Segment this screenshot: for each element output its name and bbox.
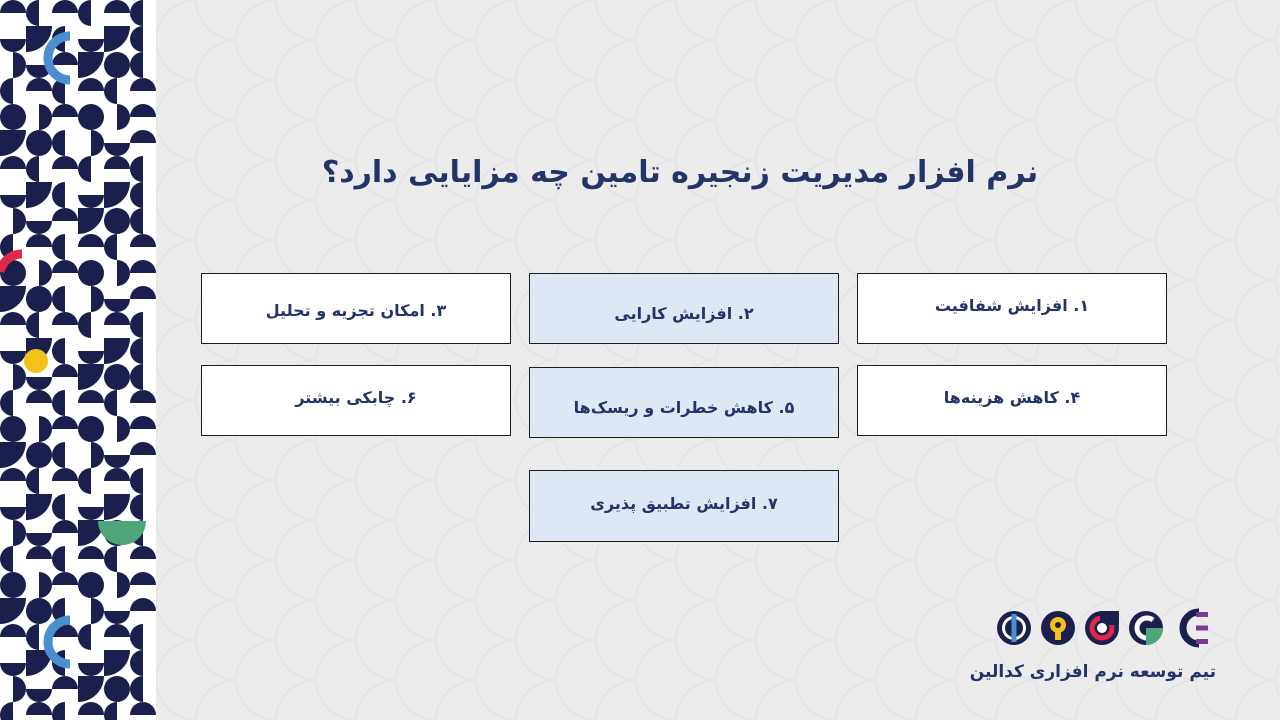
pattern-shape xyxy=(91,442,104,468)
pattern-shape xyxy=(78,260,104,286)
pattern-shape xyxy=(104,338,130,364)
pattern-shape xyxy=(0,39,26,52)
benefit-label-2: ۲. افزایش کارایی xyxy=(614,304,754,323)
pattern-shape xyxy=(0,390,13,416)
pattern-shape xyxy=(52,572,78,585)
benefit-box-1 xyxy=(857,273,1167,344)
pattern-shape xyxy=(130,598,156,611)
sidebar-pattern xyxy=(0,0,156,720)
pattern-shape xyxy=(78,507,104,520)
pattern-shape xyxy=(52,260,78,273)
pattern-shape xyxy=(104,390,117,416)
pattern-shape xyxy=(26,598,52,624)
pattern-shape xyxy=(130,494,143,520)
pattern-shape xyxy=(26,689,52,702)
pattern-shape xyxy=(0,572,26,598)
pattern-shape xyxy=(104,624,130,637)
pattern-shape xyxy=(78,0,91,26)
pattern-shape xyxy=(0,78,13,104)
pattern-shape xyxy=(26,0,39,26)
pattern-shape xyxy=(0,546,13,572)
pattern-shape xyxy=(104,702,117,720)
benefit-box-6 xyxy=(201,365,511,436)
pattern-shape xyxy=(117,104,130,130)
pattern-shape xyxy=(130,156,143,182)
pattern-shape xyxy=(13,520,26,546)
pattern-shape xyxy=(78,39,104,52)
pattern-shape xyxy=(104,52,130,78)
pattern-shape xyxy=(130,182,143,208)
pattern-shape xyxy=(130,650,143,676)
pattern-shape xyxy=(52,390,65,416)
pattern-shape xyxy=(26,182,52,208)
pattern-shape xyxy=(104,234,117,260)
pattern-shape xyxy=(0,130,26,156)
pattern-shape xyxy=(78,624,91,650)
benefit-label-5: ۵. کاهش خطرات و ریسک‌ها xyxy=(573,398,795,417)
pattern-shape xyxy=(91,598,104,624)
pattern-shape xyxy=(0,286,26,312)
pattern-shape xyxy=(52,364,78,377)
logo-e-icon xyxy=(1183,612,1208,644)
pattern-shape xyxy=(39,260,52,286)
pattern-shape xyxy=(26,234,52,247)
pattern-shape xyxy=(52,234,65,260)
pattern-shape xyxy=(26,702,52,715)
pattern-shape xyxy=(52,702,65,720)
benefit-box-5 xyxy=(529,367,839,438)
pattern-shape xyxy=(130,546,156,559)
pattern-shape xyxy=(52,676,78,689)
pattern-shape xyxy=(52,520,78,533)
benefit-label-4: ۴. کاهش هزینه‌ها xyxy=(943,388,1081,407)
pattern-shape xyxy=(26,624,39,650)
pattern-shape xyxy=(13,364,26,390)
pattern-shape xyxy=(0,351,26,364)
pattern-shape xyxy=(104,364,130,390)
pattern-shape xyxy=(130,130,156,143)
pattern-shape xyxy=(52,156,78,169)
pattern-shape xyxy=(104,455,130,468)
pattern-shape xyxy=(130,702,156,715)
pattern-shape xyxy=(0,156,26,169)
pattern-shape xyxy=(13,208,26,234)
benefit-label-1: ۱. افزایش شفافیت xyxy=(934,296,1090,315)
company-tagline: تیم توسعه نرم افزاری کدالین xyxy=(969,662,1216,682)
pattern-shape xyxy=(0,624,26,637)
benefit-box-2 xyxy=(529,273,839,344)
pattern-shape xyxy=(117,572,130,598)
pattern-shape xyxy=(104,143,130,156)
pattern-shape xyxy=(0,507,26,520)
pattern-shape xyxy=(78,208,104,234)
company-logo xyxy=(996,608,1212,648)
pattern-shape xyxy=(91,130,104,156)
pattern-shape xyxy=(52,338,65,364)
pattern-shape xyxy=(130,0,143,26)
pattern-shape xyxy=(117,260,130,286)
pattern-shape xyxy=(78,195,104,208)
pattern-shape xyxy=(52,546,65,572)
pattern-shape xyxy=(52,494,65,520)
pattern-shape xyxy=(52,104,78,117)
benefit-box-3 xyxy=(201,273,511,344)
pattern-shape xyxy=(130,260,156,273)
pattern-shape xyxy=(104,26,130,52)
pattern-shape xyxy=(130,104,156,117)
pattern-shape xyxy=(78,676,104,702)
pattern-shape xyxy=(52,130,65,156)
pattern-shape xyxy=(130,78,156,91)
pattern-shape xyxy=(130,52,143,78)
pattern-shape xyxy=(52,468,78,481)
pattern-shape xyxy=(52,286,65,312)
pattern-shape xyxy=(39,572,52,598)
pattern-shape xyxy=(26,494,52,520)
pattern-shape xyxy=(78,546,104,559)
pattern-shape xyxy=(130,338,143,364)
pattern-shape xyxy=(130,676,143,702)
pattern-shape xyxy=(0,416,26,442)
pattern-shape xyxy=(130,312,143,338)
pattern-shape xyxy=(26,468,39,494)
pattern-shape xyxy=(39,416,52,442)
pattern-shape xyxy=(0,312,26,325)
pattern-shape xyxy=(26,546,52,559)
decorative-sidebar xyxy=(0,0,156,720)
benefit-box-7 xyxy=(529,470,839,542)
benefit-label-7: ۷. افزایش تطبیق پذیری xyxy=(590,493,778,513)
pattern-shape xyxy=(0,442,26,468)
pattern-shape xyxy=(130,442,156,455)
pattern-shape xyxy=(78,104,104,130)
pattern-shape xyxy=(91,286,104,312)
pattern-shape xyxy=(52,416,78,429)
pattern-shape xyxy=(130,364,143,390)
pattern-shape xyxy=(52,0,78,13)
pattern-shape xyxy=(130,208,143,234)
pattern-shape xyxy=(117,416,130,442)
pattern-shape xyxy=(0,104,26,130)
benefit-box-4 xyxy=(857,365,1167,436)
pattern-shape xyxy=(26,377,52,390)
pattern-shape xyxy=(26,78,52,91)
pattern-shape xyxy=(130,390,156,403)
pattern-shape xyxy=(78,156,91,182)
pattern-shape xyxy=(13,52,26,78)
pattern-shape xyxy=(78,468,91,494)
pattern-shape xyxy=(78,234,104,247)
pattern-shape xyxy=(104,676,130,702)
pattern-shape xyxy=(130,624,143,650)
pattern-shape xyxy=(52,208,78,221)
pattern-shape xyxy=(104,299,130,312)
pattern-shape xyxy=(39,104,52,130)
pattern-shape xyxy=(104,312,130,325)
pattern-shape xyxy=(78,390,104,403)
benefit-label-6: ۶. چابکی بیشتر xyxy=(295,388,417,407)
pattern-shape xyxy=(13,676,26,702)
pattern-shape xyxy=(104,78,117,104)
pattern-shape xyxy=(104,0,130,13)
pattern-shape xyxy=(0,0,26,13)
pattern-shape xyxy=(78,702,104,715)
pattern-shape xyxy=(26,130,52,156)
pattern-shape xyxy=(78,52,104,78)
pattern-shape xyxy=(52,312,78,325)
pattern-shape xyxy=(26,390,52,403)
pattern-shape xyxy=(130,468,143,494)
logo-circle-keyhole-icon xyxy=(1041,611,1075,645)
pattern-shape xyxy=(130,572,156,585)
pattern-shape xyxy=(52,442,65,468)
pattern-shape xyxy=(130,286,156,299)
slide-title: نرم افزار مدیریت زنجیره تامین چه مزایایی دارد؟ xyxy=(321,155,1039,190)
pattern-shape xyxy=(104,611,130,624)
pattern-shape xyxy=(104,156,130,169)
pattern-shape xyxy=(52,182,65,208)
benefit-label-3: ۳. امکان تجزیه و تحلیل xyxy=(265,301,447,320)
pattern-shape xyxy=(26,533,52,546)
pattern-shape xyxy=(104,182,130,208)
pattern-shape xyxy=(0,468,26,481)
pattern-shape xyxy=(78,572,104,598)
logo-circle-ring-icon xyxy=(1085,611,1119,645)
pattern-shape xyxy=(0,195,26,208)
pattern-shape xyxy=(0,663,26,676)
pattern-shape xyxy=(130,416,156,429)
pattern-shape xyxy=(26,442,52,468)
pattern-shape xyxy=(0,702,13,720)
pattern-shape xyxy=(104,494,130,520)
pattern-shape xyxy=(104,468,130,481)
pattern-shape xyxy=(78,351,104,364)
pattern-shape xyxy=(130,234,156,247)
pattern-shape xyxy=(26,156,39,182)
pattern-shape xyxy=(78,364,104,390)
pattern-shape xyxy=(78,78,104,91)
logo-circle-c-icon xyxy=(1129,611,1163,645)
pattern-shape xyxy=(26,221,52,234)
pattern-accent xyxy=(24,349,48,373)
pattern-shape xyxy=(78,416,104,442)
pattern-shape xyxy=(104,546,117,572)
pattern-shape xyxy=(104,650,130,676)
logo-circle-bar-icon xyxy=(997,611,1031,645)
pattern-shape xyxy=(26,286,52,312)
pattern-shape xyxy=(0,598,26,624)
pattern-shape xyxy=(52,52,78,65)
pattern-shape xyxy=(130,26,143,52)
pattern-shape xyxy=(78,663,104,676)
pattern-shape xyxy=(26,312,39,338)
pattern-shape xyxy=(78,312,91,338)
pattern-shape xyxy=(104,208,130,234)
